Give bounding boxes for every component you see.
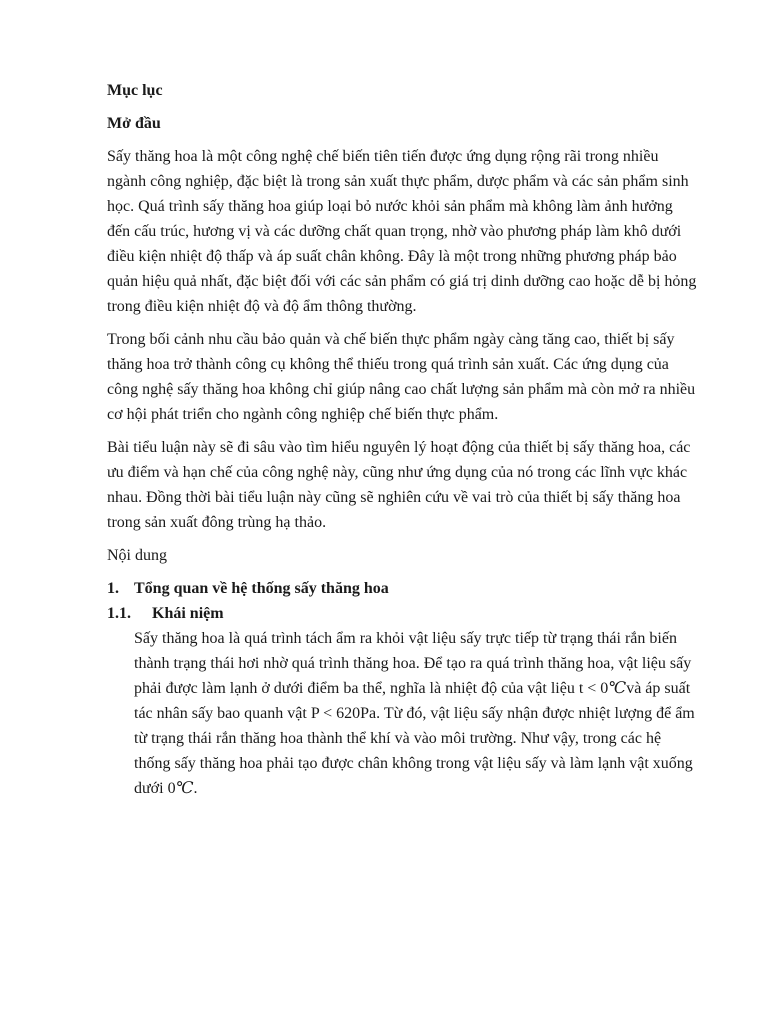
section-1-1-paragraph bbox=[107, 626, 697, 801]
intro-paragraph-1: Sấy thăng hoa là một công nghệ chế biến tiên tiến được ứng dụng rộng rãi trong nhiều ngành công nghiệp, đặc biệt là trong sản xuất thực phẩm, dược phẩm và các sản phẩm sinh học. Quá trình sấy thăng hoa giúp loại bỏ nước khỏi sản phẩm mà không làm ảnh hưởng đến cấu trúc, hương vị và các dưỡng chất quan trọng, nhờ vào phương pháp làm khô dưới điều kiện nhiệt độ thấp và áp suất chân không. Đây là một trong những phương pháp bảo quản hiệu quả nhất, đặc biệt đối với các sản phẩm có giá trị dinh dưỡng cao hoặc dễ bị hỏng trong điều kiện nhiệt độ và độ ẩm thông thường. bbox=[107, 148, 697, 315]
section-1-1-heading bbox=[107, 601, 697, 626]
celsius-unit-1: ℃ bbox=[608, 680, 627, 697]
section-1-1-number: 1.1. bbox=[107, 605, 131, 622]
section-1-1-text-part3: . bbox=[193, 780, 198, 797]
intro-paragraph-2: Trong bối cảnh nhu cầu bảo quản và chế biến thực phẩm ngày càng tăng cao, thiết bị sấy thăng hoa trở thành công cụ không thể thiếu trong quá trình sản xuất. Các ứng dụng của công nghệ sấy thăng hoa không chỉ giúp nâng cao chất lượng sản phẩm mà còn mở ra nhiều cơ hội phát triển cho ngành công nghiệp chế biến thực phẩm. bbox=[107, 331, 696, 423]
celsius-unit-2: ℃ bbox=[175, 780, 194, 797]
section-1-number: 1. bbox=[107, 580, 119, 597]
section-1-1-text-part2: và áp suất tác nhân sấy bao quanh vật P < 620Pa. Từ đó, vật liệu sấy nhận được nhiệt lượng để ẩm từ trạng thái rắn thăng hoa thành thể khí và vào môi trường. Như vậy, trong các hệ thống sấy thăng hoa phải tạo được chân không trong vật liệu sấy và làm lạnh vật xuống dưới 0 bbox=[134, 680, 695, 797]
intro-heading: Mở đầu bbox=[107, 115, 161, 132]
section-1-1-text-part1: Sấy thăng hoa là quá trình tách ẩm ra khỏi vật liệu sấy trực tiếp từ trạng thái rắn biến thành trạng thái hơi nhờ quá trình thăng hoa. Để tạo ra quá trình thăng hoa, vật liệu sấy phải được làm lạnh ở dưới điểm ba thể, nghĩa là nhiệt độ của vật liệu t < 0 bbox=[134, 630, 692, 697]
section-1-heading bbox=[107, 576, 697, 601]
section-1-title: Tổng quan về hệ thống sấy thăng hoa bbox=[134, 580, 389, 597]
section-1-1-title: Khái niệm bbox=[152, 605, 224, 622]
toc-heading: Mục lục bbox=[107, 82, 163, 99]
content-label: Nội dung bbox=[107, 547, 167, 564]
document-page bbox=[107, 78, 697, 801]
intro-paragraph-3: Bài tiểu luận này sẽ đi sâu vào tìm hiểu nguyên lý hoạt động của thiết bị sấy thăng hoa, các ưu điểm và hạn chế của công nghệ này, cũng như ứng dụng của nó trong các lĩnh vực khác nhau. Đồng thời bài tiểu luận này cũng sẽ nghiên cứu về vai trò của thiết bị sấy thăng hoa trong sản xuất đông trùng hạ thảo. bbox=[107, 439, 691, 531]
